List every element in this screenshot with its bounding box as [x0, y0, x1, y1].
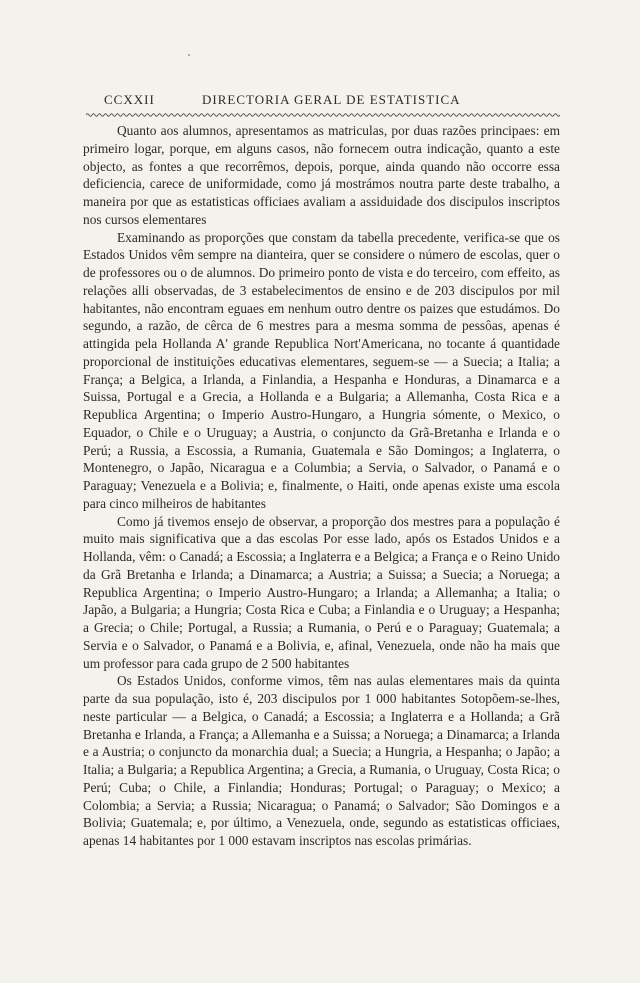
page-number: CCXXII	[104, 92, 155, 107]
page-header	[104, 92, 559, 112]
body-text	[83, 122, 560, 850]
decorative-wavy-rule	[86, 112, 560, 118]
paragraph: Quanto aos alumnos, apresentamos as matriculas, por duas razões principaes: em primeiro logar, porque, em alguns casos, não fornecem outra indicação, quanto a este objecto, as fontes a que recorrêmos, depois, porque, ainda quando não occorre essa deficiencia, carece de uniformidade, como já mostrámos noutra parte deste trabalho, a maneira por que as estatisticas officiaes avaliam a assiduidade dos discipulos inscriptos nos cursos elementares	[83, 123, 560, 227]
paper-speck	[188, 54, 190, 56]
paragraph: Os Estados Unidos, conforme vimos, têm nas aulas elementares mais da quinta parte da sua população, isto é, 203 discipulos por 1 000 habitantes Sotopõem-se-lhes, neste particular — a Belgica, o Canadá; a Escossia; a Inglaterra e a Hollanda; a Grã Bretanha e Irlanda, a França; a Allemanha e a Suissa; a Noruega; a Dinamarca; a Irlanda e a Austria; o conjuncto da monarchia dual; a Suecia; a Hungria, a Hespanha; o Japão; a Italia; a Bulgaria; a Republica Argentina; a Grecia, a Rumania, o Uruguay, Costa Rica; o Perú; Cuba; o Chile, a Finlandia; Honduras; Portugal; o Paraguay; o Mexico; a Colombia; a Servia; a Russia; Nicaragua; o Panamá; o Salvador; São Domingos e a Bolivia; Guatemala; e, por último, a Venezuela, onde, segundo as estatisticas officiaes, apenas 14 habitantes por 1 000 estavam inscriptos nas escolas primárias.	[83, 673, 560, 848]
running-title: DIRECTORIA GERAL DE ESTATISTICA	[202, 92, 461, 107]
paragraph: Como já tivemos ensejo de observar, a proporção dos mestres para a população é muito mais significativa que a das escolas Por esse lado, após os Estados Unidos e a Hollanda, vêm: o Canadá; a Escossia; a Inglaterra e a Belgica; a França e o Reino Unido da Grã Bretanha e Irlanda; a Dinamarca; a Austria; a Suissa; a Suecia; a Noruega; a Republica Argentina; o Imperio Austro-Hungaro; a Irlanda; a Allemanha; a Italia; o Japão, a Bulgaria; a Hungria; Costa Rica e Cuba; a Finlandia e o Uruguay; a Hespanha; a Grecia; o Chile; Portugal, a Russia; a Rumania, o Perú e o Paraguay; Guatemala; a Servia e o Salvador, o Panamá e a Bolivia, e, afinal, Venezuela, onde não ha mais que um professor para cada grupo de 2 500 habitantes	[83, 513, 560, 671]
paragraph: Examinando as proporções que constam da tabella precedente, verifica-se que os Estados Unidos vêm sempre na dianteira, quer se considere o número de escolas, quer o de professores ou o de alumnos. Do primeiro ponto de vista e do terceiro, com effeito, as relações alli observadas, de 3 estabelecimentos de ensino e de 203 discipulos por mil habitantes, não encontram eguaes em nenhum outro dentre os paizes que estudámos. Do segundo, a razão, de cêrca de 6 mestres para a mesma somma de pessôas, apenas é attingida pela Hollanda A' grande Republica Nort'Americana, no tocante á quantidade proporcional de instituições educativas elementares, seguem-se — a Suecia; a Italia; a França; a Belgica, a Irlanda, a Finlandia, a Hespanha e Honduras, a Dinamarca e a Suissa, Portugal e a Grecia, a Hollanda e a Bulgaria; a Allemanha, Costa Rica e a Republica Argentina; o Imperio Austro-Hungaro, a Hungria sómente, o Mexico, o Equador, o Chile e o Uruguay; a Austria, o conjuncto da Grã-Bretanha e Irlanda e o Perú; a Russia, a Escossia, a Rumania, Guatemala e São Domingos; a Inglaterra, o Montenegro, o Japão, Nicaragua e a Columbia; a Servia, o Salvador, o Panamá e o Paraguay; Venezuela e a Bolivia; e, finalmente, o Haiti, onde apenas existe uma escola para cinco milheiros de habitantes	[83, 229, 560, 511]
